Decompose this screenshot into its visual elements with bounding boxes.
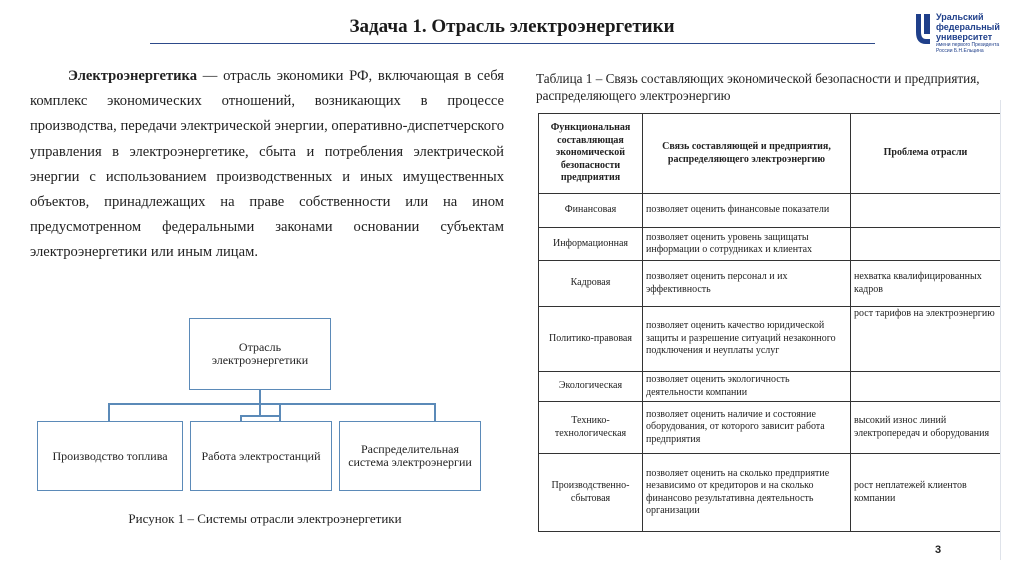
logo-line-3: университет	[936, 32, 993, 42]
table-row	[539, 307, 1001, 372]
diagram-connector	[108, 403, 436, 405]
table-cell: Политико-правовая	[539, 307, 643, 372]
table-row	[539, 372, 1001, 402]
industry-systems-diagram	[35, 315, 485, 495]
economic-security-table	[538, 113, 1001, 532]
table-cell: позволяет оценить наличие и состояние оборудования, от которого зависит работа предприятия	[643, 402, 851, 454]
table-cell: позволяет оценить финансовые показатели	[643, 194, 851, 228]
diagram-child-box: Распределительная система электроэнергии	[339, 421, 481, 491]
table-cell	[851, 228, 1001, 261]
table-header: Связь составляющей и предприятия, распределяющего электроэнергию	[643, 114, 851, 194]
definition-paragraph	[30, 64, 504, 266]
definition-term: Электроэнергетика	[68, 68, 197, 84]
table-header: Проблема отрасли	[851, 114, 1001, 194]
page-edge-rule	[1000, 100, 1001, 560]
diagram-connector	[434, 403, 436, 421]
table-row	[539, 194, 1001, 228]
diagram-connector	[279, 403, 281, 421]
page-number: 3	[935, 544, 942, 556]
diagram-connector	[108, 403, 110, 421]
table-header: Функциональная составляющая экономической безопасности предприятия	[539, 114, 643, 194]
table-cell: рост неплатежей клиентов компании	[851, 454, 1001, 532]
table-cell: Производственно-сбытовая	[539, 454, 643, 532]
slide-title: Задача 1. Отрасль электроэнергетики	[349, 16, 675, 37]
table-row	[539, 402, 1001, 454]
table-caption: Таблица 1 – Связь составляющих экономической безопасности и предприятия, распределяющего электроэнергию	[536, 71, 980, 103]
table-cell: Экологическая	[539, 372, 643, 402]
table-row	[539, 228, 1001, 261]
urfu-logo-icon	[914, 12, 932, 46]
table-cell: рост тарифов на электроэнергию	[851, 307, 1001, 372]
table-cell: позволяет оценить качество юридической защиты и разрешение ситуаций незаконного подключения и неуплаты услуг	[643, 307, 851, 372]
diagram-child-box: Работа электростанций	[190, 421, 332, 491]
table-cell	[851, 372, 1001, 402]
table-cell: позволяет оценить уровень защищаты информации о сотрудниках и клиентах	[643, 228, 851, 261]
logo-line-1: Уральский	[936, 12, 984, 22]
table-row	[539, 454, 1001, 532]
table-cell: Финансовая	[539, 194, 643, 228]
logo-subtitle: имени первого Президента России Б.Н.Ельцина	[936, 42, 1000, 54]
definition-text: — отрасль экономики РФ, включающая в себя комплекс экономических отношений, возникающих в процессе производства, передачи электрической энергии, оперативно-диспетчерского управления в электроэнергетике, сбыта и потребления электрической энергии с использованием производственных и иных имущественных объектов, принадлежащих на праве собственности или на ином предусмотренном федеральными законами основании субъектам электроэнергетики или иным лицам.	[30, 68, 504, 261]
table-cell: нехватка квалифицированных кадров	[851, 261, 1001, 307]
diagram-root-box: Отрасль электроэнергетики	[189, 318, 331, 390]
table-cell: Кадровая	[539, 261, 643, 307]
figure-caption: Рисунок 1 – Системы отрасли электроэнергетики	[128, 511, 402, 526]
diagram-connector	[240, 415, 280, 417]
university-logo	[914, 12, 1014, 54]
table-cell	[851, 194, 1001, 228]
table-cell: позволяет оценить на сколько предприятие независимо от кредиторов и на сколько финансово результативна деятельность организации	[643, 454, 851, 532]
table-cell: Технико-технологическая	[539, 402, 643, 454]
table-cell: позволяет оценить персонал и их эффективность	[643, 261, 851, 307]
table-cell: позволяет оценить экологичность деятельности компании	[643, 372, 851, 402]
table-cell: Информационная	[539, 228, 643, 261]
title-underline	[150, 43, 875, 44]
diagram-child-box: Производство топлива	[37, 421, 183, 491]
logo-line-2: федеральный	[936, 22, 1000, 32]
table-cell: высокий износ линий электропередач и оборудования	[851, 402, 1001, 454]
table-row	[539, 261, 1001, 307]
